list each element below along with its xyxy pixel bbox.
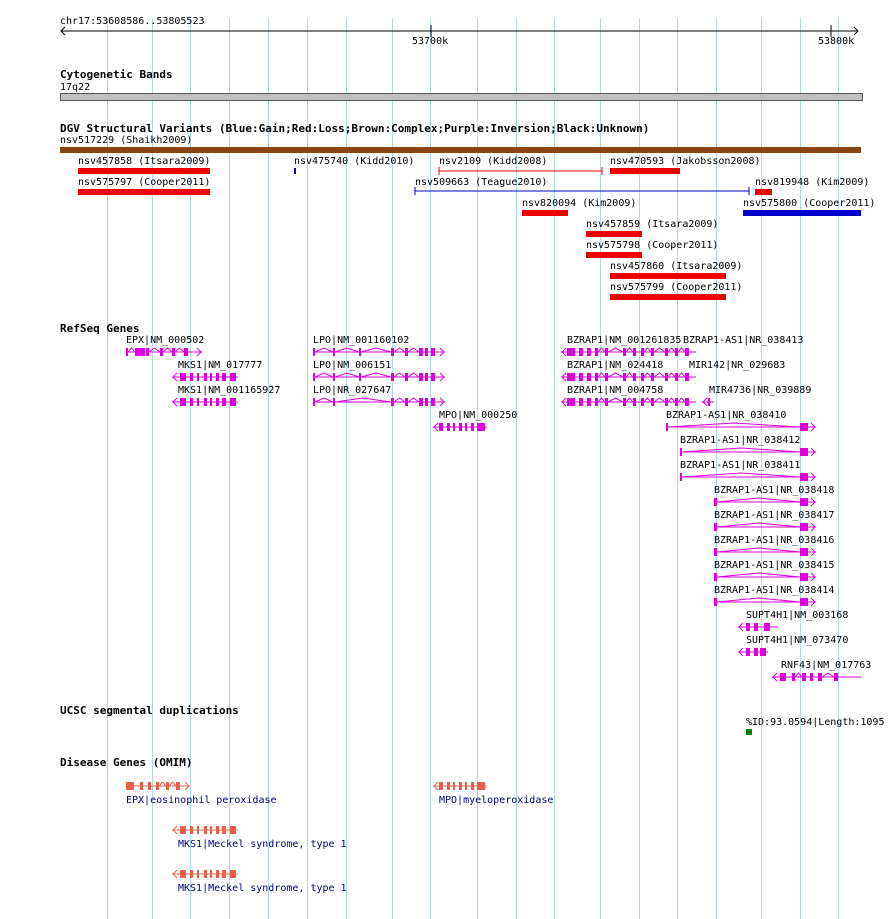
gene-label: MKS1|NM_001165927 xyxy=(178,385,281,396)
disease-gene-label: MPO|myeloperoxidase xyxy=(439,795,554,806)
gene-label: BZRAP1|NM_024418 xyxy=(567,360,664,371)
gridline xyxy=(307,18,308,919)
gene-label: BZRAP1-AS1|NR_038418 xyxy=(714,485,835,496)
variant-label: nsv470593 (Jakobsson2008) xyxy=(610,156,761,167)
gridline xyxy=(392,18,393,919)
variant-label: nsv475740 (Kidd2010) xyxy=(294,156,415,167)
variant-label: nsv517229 (Shaikh2009) xyxy=(60,135,193,146)
gene-model[interactable] xyxy=(738,646,768,658)
variant-label: nsv509663 (Teague2010) xyxy=(415,177,548,188)
variant-feature[interactable] xyxy=(743,210,861,216)
gridline xyxy=(107,18,108,919)
gridline xyxy=(190,18,191,919)
cytoband-bar[interactable] xyxy=(60,93,863,101)
variant-label: nsv575797 (Cooper2011) xyxy=(78,177,211,188)
variant-feature[interactable] xyxy=(78,168,210,174)
variant-feature[interactable] xyxy=(438,166,604,176)
gridline xyxy=(554,18,555,919)
disease-gene-label: EPX|eosinophil peroxidase xyxy=(126,795,277,806)
gene-model[interactable] xyxy=(714,496,816,508)
gene-label: MPO|NM_000250 xyxy=(439,410,518,421)
gene-label: BZRAP1|NM_001261835 xyxy=(567,335,682,346)
gene-label: LPO|NR_027647 xyxy=(313,385,392,396)
gene-model[interactable] xyxy=(714,546,816,558)
gene-label: MKS1|NM_017777 xyxy=(178,360,263,371)
variant-feature[interactable] xyxy=(414,186,751,196)
gridline xyxy=(346,18,347,919)
gene-model[interactable] xyxy=(433,421,487,433)
segdup-feature[interactable] xyxy=(746,729,752,735)
gridline xyxy=(229,18,230,919)
gene-model[interactable] xyxy=(313,371,445,383)
gene-label: MIR4736|NR_039889 xyxy=(709,385,812,396)
gene-model[interactable] xyxy=(680,446,816,458)
gridline xyxy=(516,18,517,919)
gene-label: BZRAP1-AS1|NR_038416 xyxy=(714,535,835,546)
gene-label: RNF43|NM_017763 xyxy=(781,660,872,671)
disease-gene-model[interactable] xyxy=(433,780,487,792)
ruler-tick-label: 53800k xyxy=(818,36,855,47)
gene-label: MIR142|NR_029683 xyxy=(689,360,786,371)
gene-model[interactable] xyxy=(714,596,816,608)
track-title: UCSC segmental duplications xyxy=(60,704,239,717)
gene-model[interactable] xyxy=(561,396,696,408)
gene-label: SUPT4H1|NM_073470 xyxy=(746,635,849,646)
disease-gene-label: MKS1|Meckel syndrome, type 1 xyxy=(178,883,347,894)
variant-label: nsv457859 (Itsara2009) xyxy=(586,219,719,230)
track-title: Cytogenetic Bands xyxy=(60,68,173,81)
gene-model[interactable] xyxy=(738,621,778,633)
gene-model[interactable] xyxy=(772,671,861,683)
variant-feature[interactable] xyxy=(586,252,642,258)
gene-label: LPO|NM_006151 xyxy=(313,360,392,371)
gene-label: BZRAP1|NM_004758 xyxy=(567,385,664,396)
gene-model[interactable] xyxy=(680,471,816,483)
gene-model[interactable] xyxy=(172,371,238,383)
variant-feature[interactable] xyxy=(610,294,726,300)
variant-feature[interactable] xyxy=(78,189,210,195)
gene-model[interactable] xyxy=(714,571,816,583)
gene-label: BZRAP1-AS1|NR_038417 xyxy=(714,510,835,521)
gene-label: LPO|NM_001160102 xyxy=(313,335,410,346)
variant-feature[interactable] xyxy=(755,189,772,195)
gene-model[interactable] xyxy=(126,346,202,358)
variant-label: nsv457860 (Itsara2009) xyxy=(610,261,743,272)
track-title: DGV Structural Variants (Blue:Gain;Red:Loss;Brown:Complex;Purple:Inversion;Black:Unknown) xyxy=(60,122,650,135)
variant-feature[interactable] xyxy=(586,231,642,237)
track-title: RefSeq Genes xyxy=(60,322,140,335)
variant-label: nsv819948 (Kim2009) xyxy=(755,177,870,188)
variant-label: nsv820094 (Kim2009) xyxy=(522,198,637,209)
gene-label: BZRAP1-AS1|NR_038410 xyxy=(666,410,787,421)
gene-model[interactable] xyxy=(666,421,816,433)
position-label: chr17:53608586..53805523 xyxy=(60,16,205,27)
variant-feature[interactable] xyxy=(610,168,680,174)
variant-feature[interactable] xyxy=(294,168,296,174)
variant-feature[interactable] xyxy=(60,147,861,153)
disease-gene-model[interactable] xyxy=(172,868,238,880)
gene-model[interactable] xyxy=(561,371,696,383)
gridline xyxy=(600,18,601,919)
variant-label: nsv457858 (Itsara2009) xyxy=(78,156,211,167)
gene-label: BZRAP1-AS1|NR_038415 xyxy=(714,560,835,571)
segdup-label: %ID:93.0594|Length:1095 xyxy=(746,717,885,728)
ruler-tick-label: 53700k xyxy=(412,36,449,47)
gene-label: BZRAP1-AS1|NR_038413 xyxy=(683,335,804,346)
disease-gene-label: MKS1|Meckel syndrome, type 1 xyxy=(178,839,347,850)
gene-label: EPX|NM_000502 xyxy=(126,335,205,346)
gridline xyxy=(639,18,640,919)
disease-gene-model[interactable] xyxy=(172,824,238,836)
cytoband-label: 17q22 xyxy=(60,82,91,93)
variant-label: nsv575800 (Cooper2011) xyxy=(743,198,876,209)
gridline xyxy=(677,18,678,919)
gridline xyxy=(430,18,431,919)
gene-label: BZRAP1-AS1|NR_038411 xyxy=(680,460,801,471)
variant-feature[interactable] xyxy=(610,273,726,279)
gene-model[interactable] xyxy=(313,396,445,408)
gene-label: SUPT4H1|NM_003168 xyxy=(746,610,849,621)
gene-model[interactable] xyxy=(714,521,816,533)
variant-label: nsv575799 (Cooper2011) xyxy=(610,282,743,293)
ruler-axis xyxy=(58,25,864,39)
variant-label: nsv575798 (Cooper2011) xyxy=(586,240,719,251)
gene-model[interactable] xyxy=(313,346,445,358)
gene-model[interactable] xyxy=(702,396,714,408)
variant-feature[interactable] xyxy=(522,210,568,216)
track-title: Disease Genes (OMIM) xyxy=(60,756,193,769)
disease-gene-model[interactable] xyxy=(126,780,190,792)
gene-model[interactable] xyxy=(172,396,238,408)
variant-label: nsv2109 (Kidd2008) xyxy=(439,156,548,167)
gridline xyxy=(268,18,269,919)
gene-label: BZRAP1-AS1|NR_038414 xyxy=(714,585,835,596)
gridline xyxy=(838,18,839,919)
gene-label: BZRAP1-AS1|NR_038412 xyxy=(680,435,801,446)
gene-model[interactable] xyxy=(561,346,696,358)
